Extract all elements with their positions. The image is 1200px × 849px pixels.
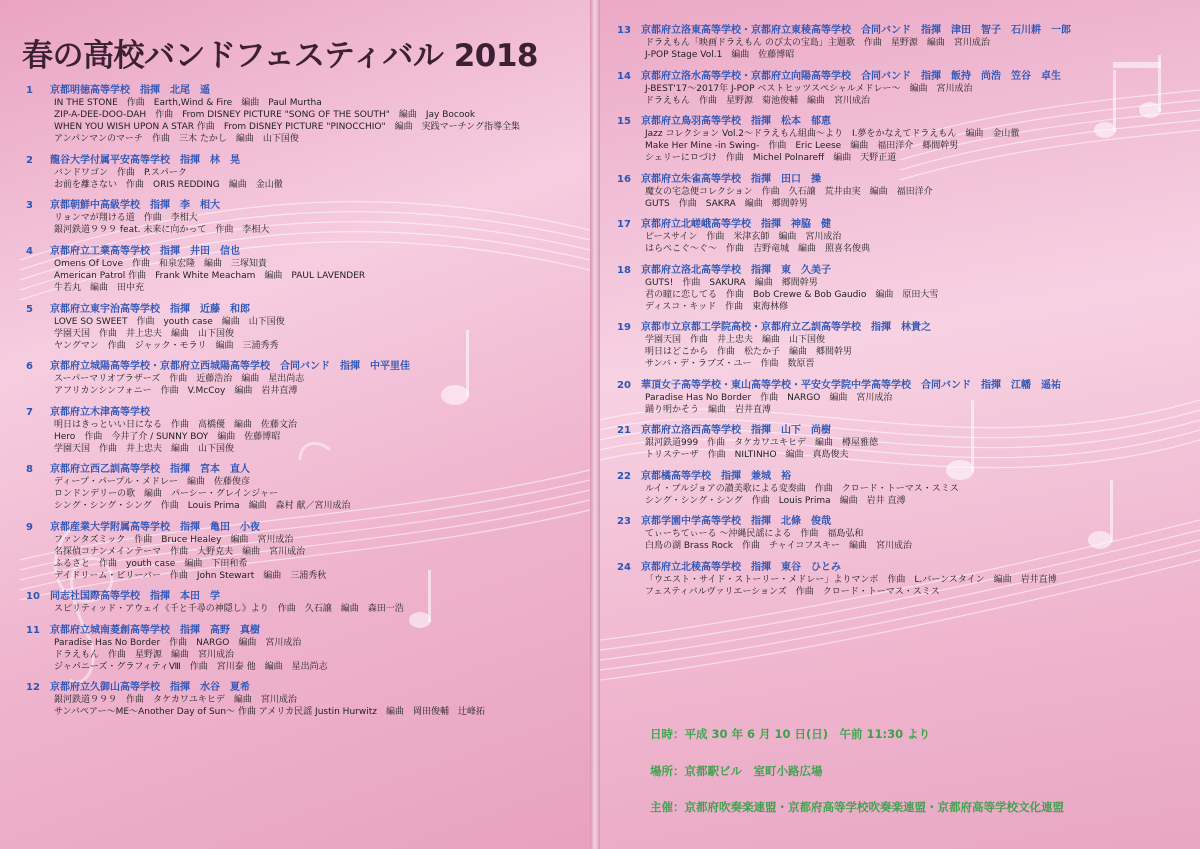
song-list bbox=[617, 334, 1192, 370]
song-line: ロンドンデリーの歌 編曲 パーシー・グレインジャー bbox=[54, 489, 278, 499]
song-line: LOVE SO SWEET 作曲 youth case 編曲 山下国俊 bbox=[54, 317, 285, 327]
song-list bbox=[617, 186, 1192, 210]
song-line: フェスティバルヴァリエーションズ 作曲 クロード・トーマス・スミス bbox=[645, 587, 940, 597]
school-heading bbox=[26, 199, 586, 212]
song-line: トリステーザ 作曲 NILTINHO 編曲 真島俊夫 bbox=[645, 450, 849, 460]
song-line: 銀河鉄道999 作曲 タケカワユキヒデ 編曲 樽屋雅徳 bbox=[645, 438, 878, 448]
entry-number: 12 bbox=[26, 682, 40, 693]
entry-number: 9 bbox=[26, 522, 33, 533]
program-entry bbox=[617, 264, 1192, 313]
school-name: 龍谷大学付属平安高等学校 指揮 林 晃 bbox=[50, 155, 240, 166]
page-fold bbox=[590, 0, 600, 849]
song-list bbox=[26, 419, 586, 455]
entry-number: 5 bbox=[26, 304, 33, 315]
song-line: サンバ・デ・ラブズ・ユー 作曲 数原晋 bbox=[645, 359, 815, 369]
song-line: アフリカンシンフォニー 作曲 V.McCoy 編曲 岩井直溥 bbox=[54, 386, 298, 396]
song-line: リョンマが翔ける道 作曲 李相大 bbox=[54, 213, 198, 223]
song-line: 学園天国 作曲 井上忠夫 編曲 山下国俊 bbox=[54, 444, 235, 454]
program-entry bbox=[617, 515, 1192, 552]
song-line: ドラえもん 作曲 星野源 菊池俊輔 編曲 宮川成治 bbox=[645, 96, 871, 106]
song-list bbox=[26, 694, 586, 718]
song-line: 魔女の宅急便コレクション 作曲 久石譲 荒井由実 編曲 福田洋介 bbox=[645, 187, 933, 197]
song-list bbox=[26, 316, 586, 352]
school-heading bbox=[26, 681, 586, 694]
entry-number: 24 bbox=[617, 562, 631, 573]
school-name: 京都府立北稜高等学校 指揮 東谷 ひとみ bbox=[641, 562, 841, 573]
program-entry bbox=[26, 84, 586, 145]
song-line: Paradise Has No Border 作曲 NARGO 編曲 宮川成治 bbox=[54, 638, 302, 648]
song-line: 白鳥の湖 Brass Rock 作曲 チャイコフスキー 編曲 宮川成治 bbox=[645, 541, 913, 551]
song-line: 学園天国 作曲 井上忠夫 編曲 山下国俊 bbox=[54, 329, 235, 339]
song-line: Omens Of Love 作曲 和泉宏隆 編曲 三塚知貴 bbox=[54, 259, 267, 269]
song-list bbox=[617, 574, 1192, 598]
song-line: サンバペアー～ME～Another Day of Sun～ 作曲 アメリカ民謡 Justin Hurwitz 編曲 岡田俊輔 辻峰拓 bbox=[54, 707, 485, 717]
song-line: Make Her Mine -in Swing- 作曲 Eric Leese 編曲 福田洋介 郷間幹男 bbox=[645, 141, 959, 151]
song-list bbox=[26, 373, 586, 397]
school-name: 京都学園中学高等学校 指揮 北條 俊哉 bbox=[641, 516, 831, 527]
song-line: 明日はどこから 作曲 松たか子 編曲 郷間幹男 bbox=[645, 347, 853, 357]
song-line: J-BEST'17～2017年 J-POP ベストヒッツスペシャルメドレー～ 編曲 宮川成治 bbox=[645, 84, 973, 94]
program-entry bbox=[617, 218, 1192, 255]
event-host: 主催：京都府吹奏楽連盟・京都府高等学校吹奏楽連盟・京都府高等学校文化連盟 bbox=[650, 800, 1064, 814]
song-list bbox=[26, 603, 586, 615]
program-entry bbox=[617, 321, 1192, 370]
entry-number: 17 bbox=[617, 219, 631, 230]
song-line: Hero 作曲 今井了介 / SUNNY BOY 編曲 佐藤博昭 bbox=[54, 432, 281, 442]
song-line: 学園天国 作曲 井上忠夫 編曲 山下国俊 bbox=[645, 335, 826, 345]
song-line: J-POP Stage Vol.1 編曲 佐藤博昭 bbox=[645, 50, 795, 60]
song-line: デイドリーム・ビリーバー 作曲 John Stewart 編曲 三浦秀秋 bbox=[54, 571, 327, 581]
song-list bbox=[26, 637, 586, 673]
song-list bbox=[617, 392, 1192, 416]
school-heading bbox=[617, 321, 1192, 334]
song-list bbox=[26, 258, 586, 294]
song-list bbox=[617, 437, 1192, 461]
song-line: ZIP-A-DEE-DOO-DAH 作曲 From DISNEY PICTURE "SONG OF THE SOUTH" 編曲 Jay Bocook bbox=[54, 110, 476, 120]
song-line: 「ウエスト・サイド・ストーリー・メドレー」よりマンボ 作曲 L.バーンスタイン 編曲 岩井直博 bbox=[645, 575, 1057, 585]
song-line: ドラえもん 作曲 星野源 編曲 宮川成治 bbox=[54, 650, 235, 660]
program-entry bbox=[617, 561, 1192, 598]
entry-number: 14 bbox=[617, 71, 631, 82]
program-entry bbox=[26, 406, 586, 455]
school-heading bbox=[26, 590, 586, 603]
school-heading bbox=[617, 115, 1192, 128]
song-line: シング・シング・シング 作曲 Louis Prima 編曲 森村 献／宮川成治 bbox=[54, 501, 351, 511]
program-entry bbox=[617, 379, 1192, 416]
program-entry bbox=[617, 470, 1192, 507]
song-list bbox=[617, 83, 1192, 107]
song-line: はらぺこぐ～ぐ～ 作曲 吉野竜城 編曲 照喜名俊典 bbox=[645, 244, 871, 254]
song-line: GUTS! 作曲 SAKURA 編曲 郷間幹男 bbox=[645, 278, 818, 288]
song-line: 名探偵コナンメインテーマ 作曲 大野克夫 編曲 宮川成治 bbox=[54, 547, 306, 557]
program-entry bbox=[26, 245, 586, 294]
song-line: Jazz コレクション Vol.2～ドラえもん組曲～より Ⅰ.夢をかなえてドラえもん 編曲 金山徹 bbox=[645, 129, 1020, 139]
program-entry bbox=[617, 70, 1192, 107]
school-heading bbox=[617, 515, 1192, 528]
entry-number: 2 bbox=[26, 155, 33, 166]
entry-number: 8 bbox=[26, 464, 33, 475]
event-date: 日時：平成 30 年 6 月 10 日(日) 午前 11:30 より bbox=[650, 727, 931, 741]
school-name: 京都橘高等学校 指揮 兼城 裕 bbox=[641, 471, 791, 482]
song-list bbox=[617, 231, 1192, 255]
school-name: 京都府立朱雀高等学校 指揮 田口 操 bbox=[641, 174, 821, 185]
school-heading bbox=[617, 424, 1192, 437]
song-list bbox=[26, 212, 586, 236]
entry-number: 1 bbox=[26, 85, 33, 96]
program-entry bbox=[26, 681, 586, 718]
entry-number: 10 bbox=[26, 591, 40, 602]
school-name: 京都明徳高等学校 指揮 北尾 遥 bbox=[50, 85, 210, 96]
school-name: 京都府立木津高等学校 bbox=[50, 407, 150, 418]
event-place: 場所：京都駅ビル 室町小路広場 bbox=[650, 764, 823, 778]
song-line: スピリティッド・アウェイ《千と千尋の神隠し》より 作曲 久石譲 編曲 森田一浩 bbox=[54, 604, 404, 614]
entry-number: 15 bbox=[617, 116, 631, 127]
school-heading bbox=[617, 218, 1192, 231]
school-name: 京都産業大学附属高等学校 指揮 亀田 小夜 bbox=[50, 522, 260, 533]
program-entry bbox=[617, 24, 1192, 61]
school-name: 京都府立西乙訓高等学校 指揮 宮本 直人 bbox=[50, 464, 250, 475]
school-heading bbox=[26, 463, 586, 476]
song-list bbox=[617, 528, 1192, 552]
entry-number: 11 bbox=[26, 625, 40, 636]
school-heading bbox=[26, 521, 586, 534]
entry-number: 3 bbox=[26, 200, 33, 211]
song-list bbox=[617, 277, 1192, 313]
school-name: 京都府立洛西高等学校 指揮 山下 尚樹 bbox=[641, 425, 831, 436]
song-line: ピースサイン 作曲 米津玄師 編曲 宮川成治 bbox=[645, 232, 842, 242]
song-line: 明日はきっといい日になる 作曲 高橋優 編曲 佐藤文治 bbox=[54, 420, 298, 430]
song-line: 銀河鉄道９９９ feat. 未来に向かって 作曲 李相大 bbox=[54, 225, 270, 235]
school-name: 京都府立工業高等学校 指揮 井田 信也 bbox=[50, 246, 240, 257]
song-line: シング・シング・シング 作曲 Louis Prima 編曲 岩井 直溥 bbox=[645, 496, 906, 506]
entry-number: 22 bbox=[617, 471, 631, 482]
program-entry bbox=[617, 173, 1192, 210]
song-line: ディスコ・キッド 作曲 東海林修 bbox=[645, 302, 789, 312]
program-entry bbox=[26, 360, 586, 397]
song-list bbox=[26, 476, 586, 512]
song-list bbox=[26, 534, 586, 582]
song-line: てぃーちてぃーる ～沖縄民謡による 作曲 福島弘和 bbox=[645, 529, 864, 539]
school-heading bbox=[26, 406, 586, 419]
song-line: スーパーマリオブラザーズ 作曲 近藤浩治 編曲 星出尚志 bbox=[54, 374, 305, 384]
school-heading bbox=[26, 360, 586, 373]
school-heading bbox=[617, 264, 1192, 277]
song-list bbox=[617, 483, 1192, 507]
song-line: 君の瞳に恋してる 作曲 Bob Crewe & Bob Gaudio 編曲 原田大雪 bbox=[645, 290, 939, 300]
song-line: アンパンマンのマーチ 作曲 三木 たかし 編曲 山下国俊 bbox=[54, 134, 299, 144]
school-name: 京都府立久御山高等学校 指揮 水谷 夏希 bbox=[50, 682, 250, 693]
program-entry bbox=[26, 303, 586, 352]
school-name: 京都府立洛水高等学校・京都府立向陽高等学校 合同バンド 指揮 飯持 尚浩 笠谷 卓生 bbox=[641, 71, 1061, 82]
school-name: 京都府立洛東高等学校・京都府立東稜高等学校 合同バンド 指揮 津田 智子 石川耕 一郎 bbox=[641, 25, 1071, 36]
page-title: 春の高校バンドフェスティバル 2018 bbox=[22, 38, 538, 74]
program-entry bbox=[26, 590, 586, 615]
school-heading bbox=[26, 624, 586, 637]
entry-number: 16 bbox=[617, 174, 631, 185]
song-line: American Patrol 作曲 Frank White Meacham 編曲 PAUL LAVENDER bbox=[54, 271, 366, 281]
entry-number: 6 bbox=[26, 361, 33, 372]
entry-number: 20 bbox=[617, 380, 631, 391]
program-entry bbox=[26, 463, 586, 512]
school-heading bbox=[26, 245, 586, 258]
song-line: ドラえもん「映画ドラえもん のび太の宝島」主題歌 作曲 星野源 編曲 宮川成治 bbox=[645, 38, 990, 48]
program-entry bbox=[26, 521, 586, 582]
entry-number: 23 bbox=[617, 516, 631, 527]
entry-number: 21 bbox=[617, 425, 631, 436]
song-list bbox=[26, 167, 586, 191]
school-name: 京都府立城陽高等学校・京都府立西城陽高等学校 合同バンド 指揮 中平里佳 bbox=[50, 361, 410, 372]
entry-number: 19 bbox=[617, 322, 631, 333]
song-line: ヤングマン 作曲 ジャック・モラリ 編曲 三浦秀秀 bbox=[54, 341, 279, 351]
entry-number: 4 bbox=[26, 246, 33, 257]
program-entry bbox=[617, 115, 1192, 164]
school-heading bbox=[617, 24, 1192, 37]
school-name: 京都府立城南菱創高等学校 指揮 高野 真樹 bbox=[50, 625, 260, 636]
song-line: お前を離さない 作曲 ORIS REDDING 編曲 金山徹 bbox=[54, 180, 283, 190]
program-entry bbox=[26, 624, 586, 673]
song-list bbox=[26, 97, 586, 145]
song-line: ふるさと 作曲 youth case 編曲 下田和希 bbox=[54, 559, 248, 569]
song-line: IN THE STONE 作曲 Earth,Wind & Fire 編曲 Paul Murtha bbox=[54, 98, 322, 108]
entry-number: 13 bbox=[617, 25, 631, 36]
school-name: 同志社国際高等学校 指揮 本田 学 bbox=[50, 591, 220, 602]
program-entry bbox=[26, 154, 586, 191]
song-line: ディープ・パープル・メドレー 編曲 佐藤俊彦 bbox=[54, 477, 251, 487]
school-heading bbox=[617, 470, 1192, 483]
song-line: ルイ・ブルジョアの讃美歌による変奏曲 作曲 クロード・トーマス・スミス bbox=[645, 484, 959, 494]
school-heading bbox=[26, 84, 586, 97]
song-line: WHEN YOU WISH UPON A STAR 作曲 From DISNEY PICTURE "PINOCCHIO" 編曲 実践マーチング指導全集 bbox=[54, 122, 520, 132]
song-line: 牛若丸 編曲 田中充 bbox=[54, 283, 145, 293]
school-heading bbox=[617, 561, 1192, 574]
song-line: 踊り明かそう 編曲 岩井直溥 bbox=[645, 405, 772, 415]
school-name: 華頂女子高等学校・東山高等学校・平安女学院中学高等学校 合同バンド 指揮 江幡 遥祐 bbox=[641, 380, 1061, 391]
left-program-list bbox=[26, 84, 586, 718]
program-entry bbox=[617, 424, 1192, 461]
school-name: 京都府立鳥羽高等学校 指揮 松本 郁恵 bbox=[641, 116, 831, 127]
school-name: 京都朝鮮中高級学校 指揮 李 相大 bbox=[50, 200, 220, 211]
school-heading bbox=[26, 303, 586, 316]
song-line: シェリーにロづけ 作曲 Michel Polnareff 編曲 天野正道 bbox=[645, 153, 897, 163]
school-heading bbox=[26, 154, 586, 167]
program-entry bbox=[26, 199, 586, 236]
school-name: 京都府立北嵯峨高等学校 指揮 神脇 健 bbox=[641, 219, 831, 230]
school-heading bbox=[617, 70, 1192, 83]
song-list bbox=[617, 37, 1192, 61]
school-name: 京都府立洛北高等学校 指揮 東 久美子 bbox=[641, 265, 831, 276]
song-line: ジャパニーズ・グラフィティⅧ 作曲 宮川泰 他 編曲 星出尚志 bbox=[54, 662, 328, 672]
song-line: GUTS 作曲 SAKRA 編曲 郷間幹男 bbox=[645, 199, 808, 209]
song-line: Paradise Has No Border 作曲 NARGO 編曲 宮川成治 bbox=[645, 393, 893, 403]
song-line: 銀河鉄道９９９ 作曲 タケカワユキヒデ 編曲 宮川成治 bbox=[54, 695, 297, 705]
entry-number: 7 bbox=[26, 407, 33, 418]
song-list bbox=[617, 128, 1192, 164]
entry-number: 18 bbox=[617, 265, 631, 276]
school-heading bbox=[617, 173, 1192, 186]
song-line: バンドワゴン 作曲 P.スパーク bbox=[54, 168, 187, 178]
song-line: ファンタズミック 作曲 Bruce Healey 編曲 宮川成治 bbox=[54, 535, 294, 545]
school-name: 京都市立京都工学院高校・京都府立乙訓高等学校 指揮 林貴之 bbox=[641, 322, 931, 333]
right-program-list bbox=[617, 24, 1192, 598]
school-name: 京都府立東宇治高等学校 指揮 近藤 和郎 bbox=[50, 304, 250, 315]
school-heading bbox=[617, 379, 1192, 392]
